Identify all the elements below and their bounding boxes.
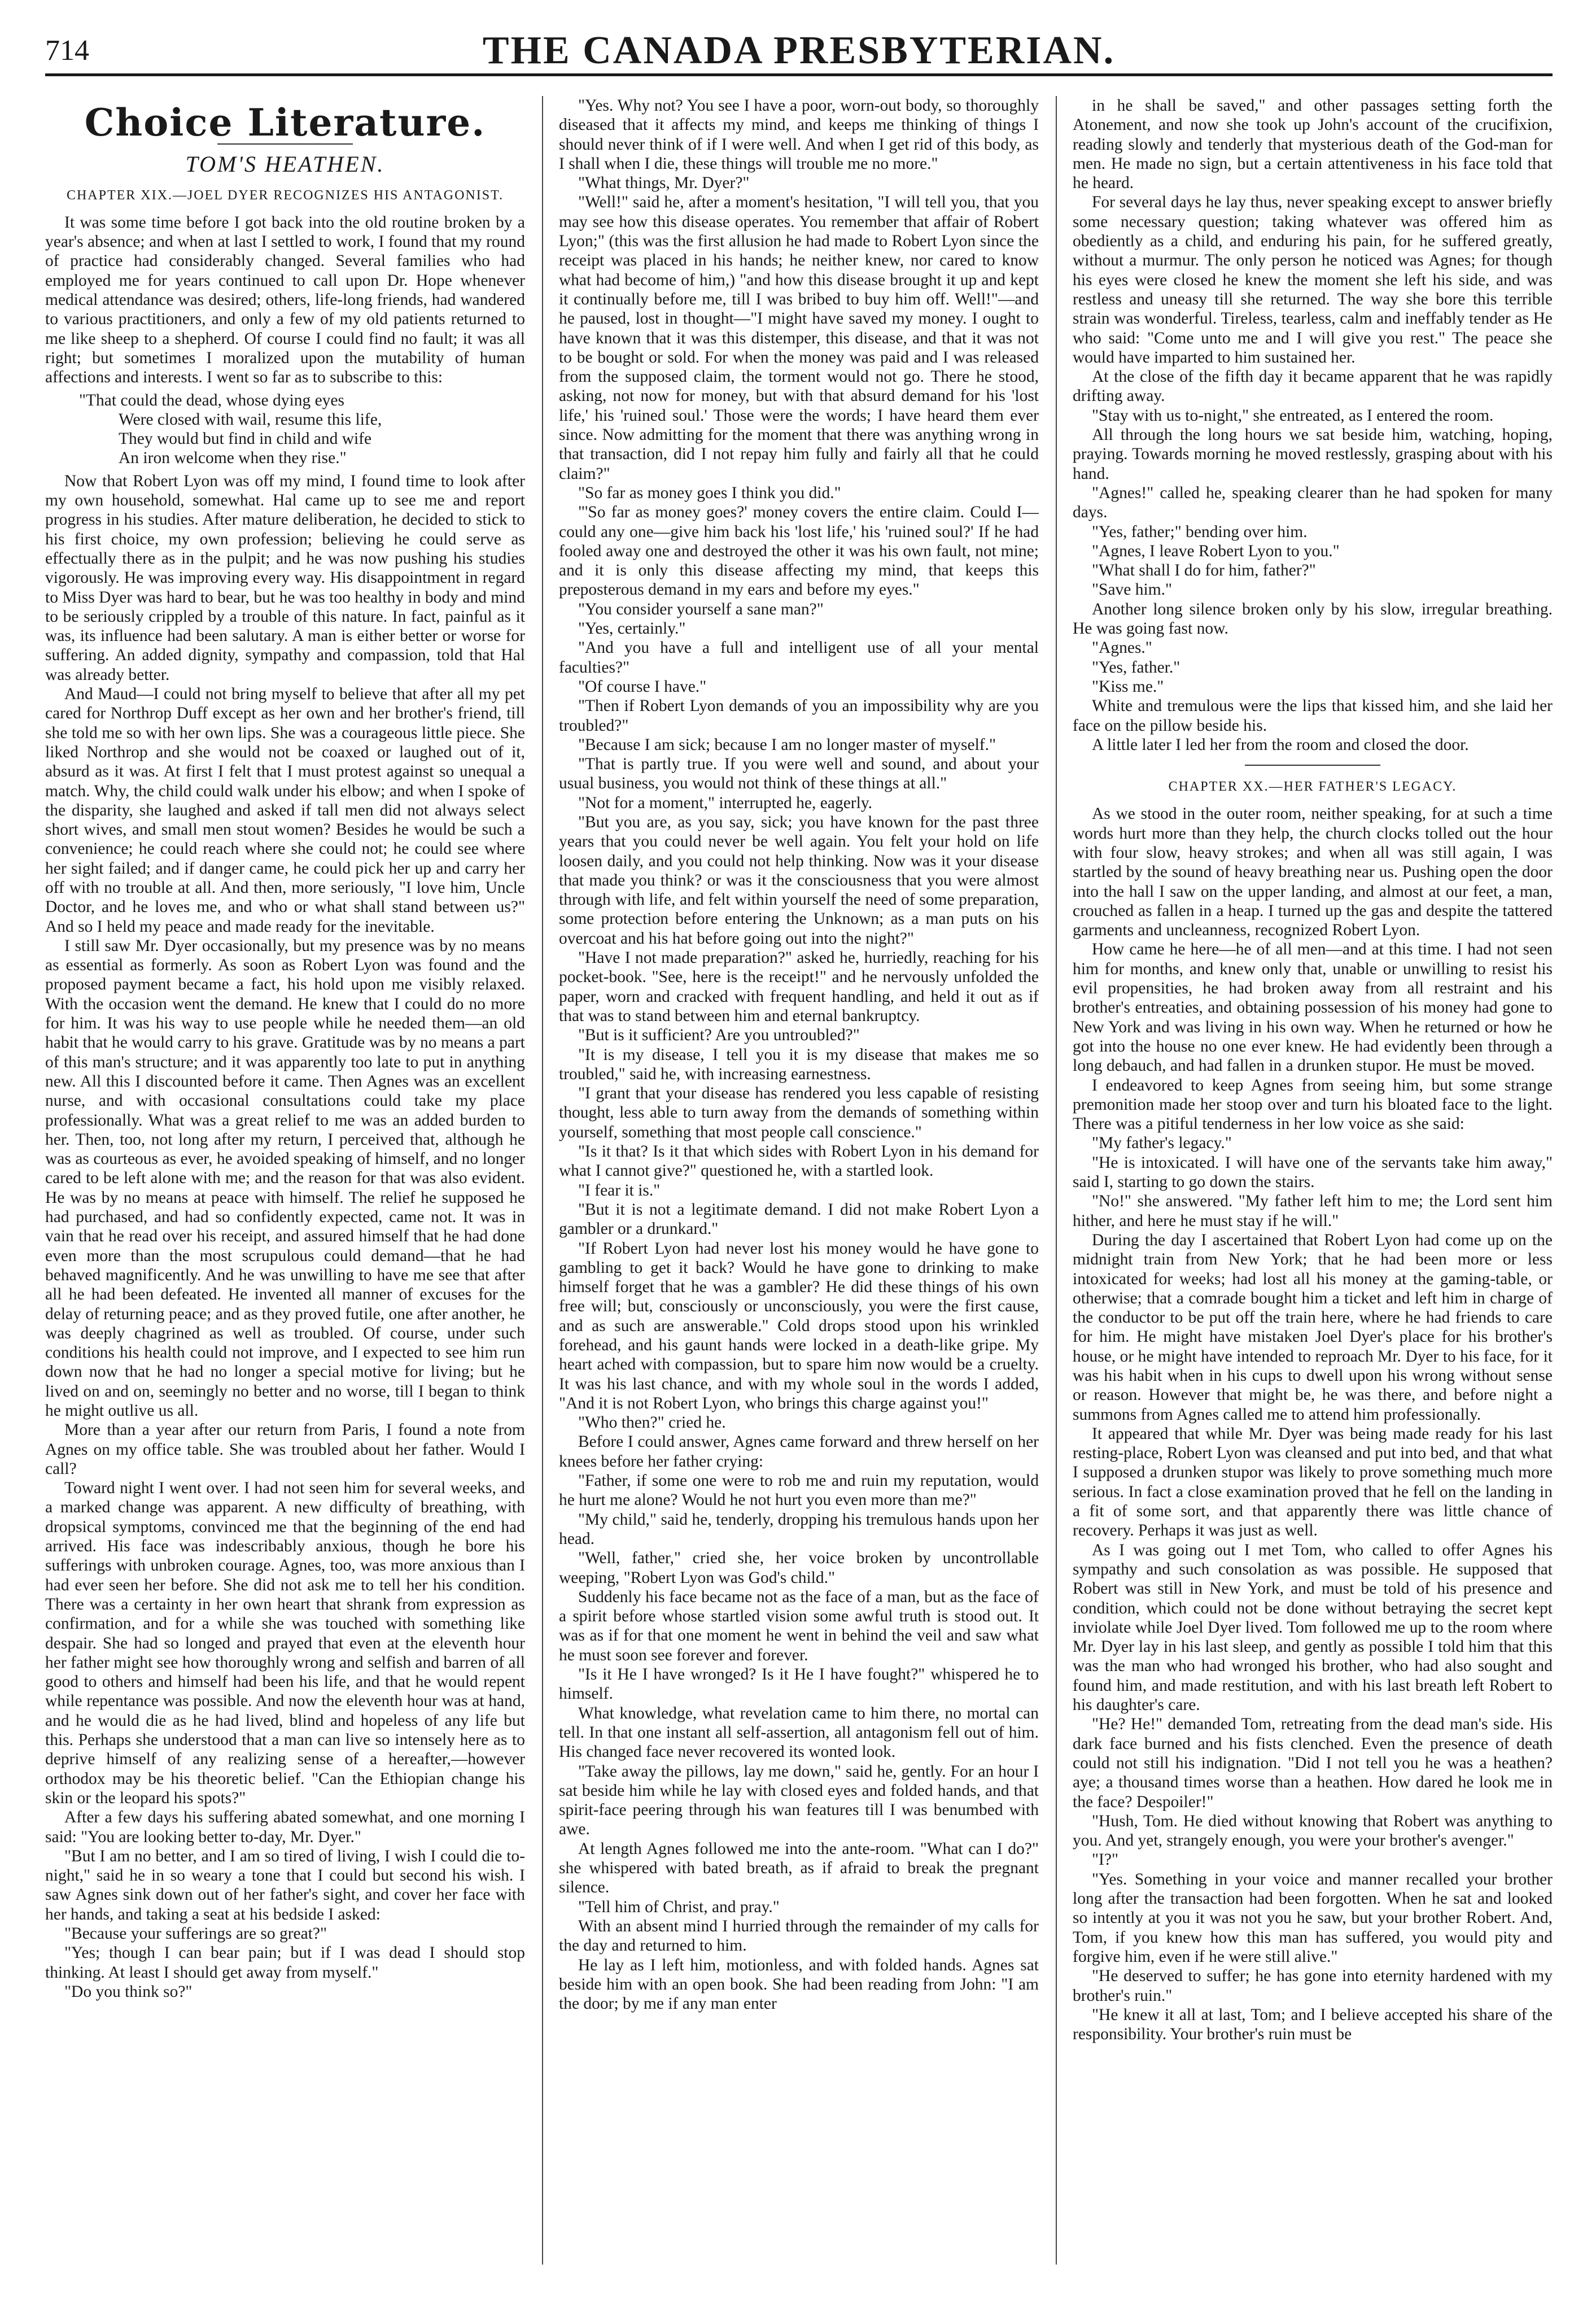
paragraph: "My child," said he, tenderly, dropping his tremulous hands upon her head. xyxy=(559,1510,1039,1548)
paragraph: For several days he lay thus, never speaking except to answer briefly some necessary question; taking whatever was offered him as obediently as a child, and enduring his pain, for he suffered greatly, without a murmur. The only person he noticed was Agnes; for though his eyes were closed he knew the moment she left his side, and was restless and uneasy till she returned. The way she bore this terrible strain was wonderful. Tireless, tearless, calm and ineffably tender as He who said: "Come unto me and I will give you rest." The peace she would have imparted to him sustained her. xyxy=(1073,193,1553,367)
paragraph: "And you have a full and intelligent use of all your mental faculties?" xyxy=(559,639,1039,677)
paragraph: How came he here—he of all men—and at this time. I had not seen him for months, and knew only that, unable or unwilling to resist his evil propensities, he had broken away from all restraint and his brother's entreaties, and obtaining possession of his money had gone to New York and was living in his own way. When he returned or how he got into the house no one ever knew. He had evidently been through a long debauch, and had fallen in a drunken stupor. He must be moved. xyxy=(1073,940,1553,1075)
chapter-heading: CHAPTER XIX.—JOEL DYER RECOGNIZES HIS ANTAGONIST. xyxy=(66,187,504,203)
paragraph: "He deserved to suffer; he has gone into eternity hardened with my brother's ruin." xyxy=(1073,1967,1553,2005)
paragraph: "He is intoxicated. I will have one of the servants take him away," said I, starting to go down the stairs. xyxy=(1073,1153,1553,1192)
paragraph: "Father, if some one were to rob me and ruin my reputation, would he hurt me alone? Would he not hurt you even more than me?" xyxy=(559,1472,1039,1510)
poem-line: They would but find in child and wife xyxy=(119,430,372,448)
paragraph: "Take away the pillows, lay me down," said he, gently. For an hour I sat beside him while he lay with closed eyes and folded hands, and that spirit-face peering through his wan features till I was benumbed with awe. xyxy=(559,1762,1039,1839)
paragraph: "Agnes!" called he, speaking clearer than he had spoken for many days. xyxy=(1073,483,1553,522)
paragraph: At the close of the fifth day it became apparent that he was rapidly drifting away. xyxy=(1073,368,1553,405)
paragraph: "Hush, Tom. He died without knowing that Robert was anything to you. And yet, strangely enough, you were your brother's avenger." xyxy=(1073,1812,1553,1850)
paragraph: "Then if Robert Lyon demands of you an impossibility why are you troubled?" xyxy=(559,697,1039,735)
poem-line: An iron welcome when they rise." xyxy=(119,449,347,468)
paragraph: "Well!" said he, after a moment's hesitation, "I will tell you, that you may see how this disease operates. You remember that affair of Robert Lyon;" (this was the first allusion he had made to Robert Lyon since the receipt was placed in his hands; he neither knew, nor cared to know what had become of him,) "and how this disease brought it up and kept it continually before me, till I was bribed to buy him off. Well!"—and he paused, lost in thought—"I might have saved my money. I ought to have known that it was this distemper, this disease, and that it was not to be bought or sold. For when the money was paid and I was released from the supposed claim, the torment would not go. There he stood, asking, not now for money, but with that absurd demand for his 'lost life,' his 'ruined soul.' Those were the words; I have heard them ever since. Now admitting for the moment that there was anything wrong in that transaction, did I not repay him fully and fairly all that he could claim?" xyxy=(559,193,1039,483)
paragraph: "Do you think so?" xyxy=(64,1982,193,2001)
paragraph: "That is partly true. If you were well and sound, and about your usual business, you would not think of these things at all." xyxy=(559,755,1039,793)
paragraph: "Agnes, I leave Robert Lyon to you." xyxy=(1092,542,1340,560)
paragraph: Another long silence broken only by his slow, irregular breathing. He was going fast now. xyxy=(1073,600,1553,638)
paragraph: "Kiss me." xyxy=(1092,677,1164,696)
paragraph: "But it is not a legitimate demand. I did not make Robert Lyon a gambler or a drunkard." xyxy=(559,1200,1039,1238)
paragraph: "Yes, father." xyxy=(1092,658,1180,677)
paragraph: "Who then?" cried he. xyxy=(578,1414,726,1432)
paragraph: Before I could answer, Agnes came forward and threw herself on her knees before her father crying: xyxy=(559,1433,1039,1471)
paragraph: "Yes, father;" bending over him. xyxy=(1092,522,1308,541)
paragraph: "Not for a moment," interrupted he, eagerly. xyxy=(578,793,873,812)
paragraph: "I?" xyxy=(1092,1851,1119,1869)
divider xyxy=(1245,765,1380,766)
paragraph: White and tremulous were the lips that kissed him, and she laid her face on the pillow beside his. xyxy=(1073,697,1553,735)
paragraph: "He? He!" demanded Tom, retreating from the dead man's side. His dark face burned and his fists clenched. Even the presence of death could not still his indignation. "Did I not tell you he was a heathen? aye; a thousand times worse than a heathen. How dared he look me in the face? Despoiler!" xyxy=(1073,1715,1553,1811)
paragraph: "'So far as money goes?' money covers the entire claim. Could I—could any one—give him back his 'lost life,' his 'ruined soul?' If he had fooled away one and destroyed the other it was his own fault, not mine; and it is only this disease affecting my mind, that keeps this preposterous demand in my ears and before my eyes." xyxy=(559,503,1039,599)
paragraph: "What shall I do for him, father?" xyxy=(1092,561,1316,580)
paragraph: "Yes. Why not? You see I have a poor, worn-out body, so thoroughly diseased that it affects my mind, and keeps me thinking of things I should never think of if I were well. And when I get rid of this body, as I shall when I die, these things will trouble me no more." xyxy=(559,97,1039,173)
paragraph: A little later I led her from the room and closed the door. xyxy=(1092,735,1469,754)
paragraph: "Is it He I have wronged? Is it He I have fought?" whispered he to himself. xyxy=(559,1665,1039,1703)
paragraph: "Of course I have." xyxy=(578,677,707,696)
paragraph: "But is it sufficient? Are you untroubled?" xyxy=(578,1026,860,1045)
page-number: 714 xyxy=(45,34,89,67)
paragraph: As I was going out I met Tom, who called to offer Agnes his sympathy and such consolation as was possible. He supposed that Robert was still in New York, and must be told of his presence and condition, which could not be done without betraying the secret kept inviolate while Joel Dyer lived. Tom followed me up to the room where Mr. Dyer lay in his last sleep, and gently as possible I told him that this was the man who had wronged his brother, who had also sought and found him, and made restitution, and with his last breath left Robert to his daughter's care. xyxy=(1073,1541,1553,1715)
paragraph: "It is my disease, I tell you it is my disease that makes me so troubled," said he, with increasing earnestness. xyxy=(559,1045,1039,1083)
paragraph: Toward night I went over. I had not seen him for several weeks, and a marked change was apparent. A new difficulty of breathing, with dropsical symptoms, convinced me that the beginning of the end had arrived. His face was indescribably anxious, though he bore his sufferings with unbroken courage. Agnes, too, was more anxious than I had ever seen her before. She did not ask me to tell her his condition. There was a certainty in her own heart that shrank from expression as confirmation, and for a while she was touched with something like despair. She had so longed and prayed that even at the eleventh hour her father might see how thoroughly wrong and selfish and barren of all good to others and himself had been his life, and that he would repent while repentance was possible. And now the eleventh hour was at hand, and he would die as he had lived, blind and hopeless of any life but this. Perhaps she understood that a man can live so intensely here as to deprive himself of any realizing sense of a hereafter,—however orthodox may be his theoretic belief. "Can the Ethiopian change his skin or the leopard his spots?" xyxy=(45,1479,525,1807)
paragraph: Suddenly his face became not as the face of a man, but as the face of a spirit before whose startled vision some awful truth is stood out. It was as if for that one moment he went in behind the veil and saw what he must soon see forever and forever. xyxy=(559,1587,1039,1664)
page-header xyxy=(45,28,1553,76)
paragraph: What knowledge, what revelation came to him there, no mortal can tell. In that one instant all self-assertion, all antagonism fell out of him. His changed face never recovered its wonted look. xyxy=(559,1704,1039,1761)
paragraph: "I fear it is." xyxy=(578,1181,661,1199)
chapter-heading: CHAPTER XX.—HER FATHER'S LEGACY. xyxy=(1168,779,1457,795)
paragraph: More than a year after our return from Paris, I found a note from Agnes on my office table. She was troubled about her father. Would I call? xyxy=(45,1421,525,1478)
poem-line: Were closed with wail, resume this life, xyxy=(119,410,382,429)
paragraph: "If Robert Lyon had never lost his money would he have gone to gambling to get it back? Would he have gone to drinking to make himself forget that he was a gambler? He did these things of his own free will; but, consciously or unconsciously, you were the first cause, and as such are answerable." Cold drops stood upon his wrinkled forehead, and his gaunt hands were locked in a death-like gripe. My heart ached with compassion, but to spare him now would be a cruelty. It was his last chance, and with my whole soul in the words I added, "And it is not Robert Lyon, who brings this charge against you!" xyxy=(559,1239,1039,1412)
paragraph: "No!" she answered. "My father left him to me; the Lord sent him hither, and here he must stay if he will." xyxy=(1073,1192,1553,1230)
paragraph: "What things, Mr. Dyer?" xyxy=(578,174,750,193)
paragraph: During the day I ascertained that Robert Lyon had come up on the midnight train from New York; that he had been more or less intoxicated for weeks; had lost all his money at the gaming-table, or otherwise; that a comrade bought him a ticket and left him in charge of the conductor to be put off the train here, where he had friends to care for him. He might have mistaken Joel Dyer's place for his brother's house, or he might have intended to reproach Mr. Dyer to his face, for it was his habit when in his cups to dwell upon his wrong without sense or reason. However that might be, he was there, and before night a summons from Agnes called me to attend him professionally. xyxy=(1073,1231,1553,1424)
paragraph: I endeavored to keep Agnes from seeing him, but some strange premonition made her stoop over and turn his bloated face to the light. There was a pitiful tenderness in her low voice as she said: xyxy=(1073,1076,1553,1133)
column-2 xyxy=(559,96,1039,2265)
newspaper-page xyxy=(45,28,1553,2276)
paragraph: "Yes, certainly." xyxy=(578,620,686,638)
paragraph: All through the long hours we sat beside him, watching, hoping, praying. Towards morning he moved restlessly, grasping about with his hand. xyxy=(1073,426,1553,483)
poem-line: "That could the dead, whose dying eyes xyxy=(79,391,344,409)
paragraph: "Is it that? Is it that which sides with Robert Lyon in his demand for what I cannot give?" questioned he, with a startled look. xyxy=(559,1142,1039,1180)
paragraph: "Because your sufferings are so great?" xyxy=(64,1925,327,1943)
paragraph: "Tell him of Christ, and pray." xyxy=(578,1897,780,1916)
paragraph: in he shall be saved," and other passages setting forth the Atonement, and now she took up John's account of the crucifixion, reading slowly and tenderly that mysterious death of the God-man for men. He made no sign, but a certain attentiveness in his face told that he heard. xyxy=(1073,97,1553,193)
paragraph: "Save him." xyxy=(1092,581,1173,599)
paragraph: "But you are, as you say, sick; you have known for the past three years that you could never be well again. You felt your hold on life loosen daily, and you could not help thinking. Now was it your disease that made you think? or was it the consciousness that you were almost through with life, and felt within yourself the need of some preparation, some protection before entering the Unknown; as a man puts on his overcoat and his hat before going out into the night?" xyxy=(559,813,1039,948)
paragraph: "Yes. Something in your voice and manner recalled your brother long after the transaction had been forgotten. When he sat and looked so intently at you it was not you he saw, but your brother Robert. And, Tom, if you knew how this man has suffered, you would pity and forgive him, even if he were still alive." xyxy=(1073,1870,1553,1966)
poem-quote xyxy=(79,391,525,468)
paragraph: At length Agnes followed me into the ante-room. "What can I do?" she whispered with bated breath, as if afraid to break the pregnant silence. xyxy=(559,1839,1039,1897)
journal-title: THE CANADA PRESBYTERIAN. xyxy=(482,29,1116,72)
column-3 xyxy=(1073,96,1553,2265)
paragraph: "I grant that your disease has rendered you less capable of resisting thought, less able to turn away from the demands of something within yourself, something that most people call conscience." xyxy=(559,1084,1039,1141)
paragraph: "My father's legacy." xyxy=(1092,1134,1232,1153)
paragraph: "Well, father," cried she, her voice broken by uncontrollable weeping, "Robert Lyon was God's child." xyxy=(559,1549,1039,1587)
paragraph: He lay as I left him, motionless, and with folded hands. Agnes sat beside him with an open book. She had been reading from John: "I am the door; by me if any man enter xyxy=(559,1956,1039,2013)
paragraph: It appeared that while Mr. Dyer was being made ready for his last resting-place, Robert Lyon was cleansed and put into bed, and that what I supposed a drunken stupor was likely to prove something much more serious. In fact a close examination proved that he fell on the landing in a fit of some sort, and that apparently there was little chance of recovery. Perhaps it was just as well. xyxy=(1073,1424,1553,1540)
paragraph: "Agnes." xyxy=(1092,639,1152,657)
paragraph: After a few days his suffering abated somewhat, and one morning I said: "You are looking better to-day, Mr. Dyer." xyxy=(45,1808,525,1846)
paragraph: Now that Robert Lyon was off my mind, I found time to look after my own household, somewhat. Hal came up to see me and report progress in his studies. After mature deliberation, he decided to stick to his first choice, my own profession; believing he could serve as effectually there as in the pulpit; and he was now pushing his studies vigorously. He was improving every way. His disappointment in regard to Miss Dyer was hard to bear, but he was too healthy in body and mind to be seriously crippled by a trouble of this nature. In fact, painful as it was, its influence had been salutary. A man is either better or worse for suffering. An added dignity, sympathy and compassion, told that Hal was already better. xyxy=(45,472,525,684)
paragraph: "Because I am sick; because I am no longer master of myself." xyxy=(578,735,996,754)
paragraph: "You consider yourself a sane man?" xyxy=(578,600,824,618)
column-rule xyxy=(542,96,543,2265)
paragraph: "Yes; though I can bear pain; but if I was dead I should stop thinking. At least I should get away from myself." xyxy=(45,1944,525,1982)
story-title: TOM'S HEATHEN. xyxy=(185,151,385,177)
paragraph: "Have I not made preparation?" asked he, hurriedly, reaching for his pocket-book. "See, here is the receipt!" and he nervously unfolded the paper, worn and cracked with frequent handling, and held it out as if that was to stand between him and eternal bankruptcy. xyxy=(559,949,1039,1025)
paragraph: And Maud—I could not bring myself to believe that after all my pet cared for Northrop Duff except as her own and her brother's friend, till she told me so with her own lips. She was a courageous little piece. She liked Northrop and she would not be coaxed or laughed out of it, absurd as it was. At first I felt that I must protest against so unequal a match. Why, the child could walk under his elbow; and when I spoke of the disparity, she laughed and asked if tall men did not always select short wives, and small men stout women? Besides he would be such a convenience; he could reach where she could not; he could see where her sight failed; and if danger came, he could pick her up and carry her off with no trouble at all. And then, more seriously, "I love him, Uncle Doctor, and he loves me, and who or what shall stand between us?" And so I held my peace and made ready for the inevitable. xyxy=(45,685,525,936)
column-1 xyxy=(45,96,525,2265)
section-title: Choice Literature. xyxy=(84,101,486,145)
paragraph: "He knew it all at last, Tom; and I believe accepted his share of the responsibility. Your brother's ruin must be xyxy=(1073,2005,1553,2044)
paragraph: As we stood in the outer room, neither speaking, for at such a time words hurt more than they help, the church clocks tolled out the hour with four slow, heavy strokes; and when all was still again, I was startled by the sound of heavy breathing near us. Pushing open the door into the hall I saw on the upper landing, and almost at our feet, a man, crouched as fallen in a heap. I turned up the gas and despite the tattered garments and uncleanness, recognized Robert Lyon. xyxy=(1073,805,1553,940)
column-rule xyxy=(1056,96,1057,2265)
paragraph: "But I am no better, and I am so tired of living, I wish I could die to-night," said he in so weary a tone that I could but second his wish. I saw Agnes sink down out of her father's sight, and cover her face with her hands, and taking a seat at his bedside I asked: xyxy=(45,1847,525,1923)
paragraph: It was some time before I got back into the old routine broken by a year's absence; and when at last I settled to work, I found that my round of practice had considerably changed. Several families who had employed me for years continued to call upon Dr. Hope whenever medical attendance was desired; others, life-long friends, had wandered to various practitioners, and only a few of my old patients returned to me like sheep to a shepherd. Of course I could find no fault; it was all right; but sometimes I moralized upon the mutability of human affections and interests. I went so far as to subscribe to this: xyxy=(45,213,525,387)
paragraph: I still saw Mr. Dyer occasionally, but my presence was by no means as essential as formerly. As soon as Robert Lyon was found and the proposed payment became a fact, his hold upon me visibly relaxed. With the occasion went the demand. He knew that I could do no more for him. It was his way to use people while he needed them—an old habit that he would carry to his grave. Gratitude was by no means a part of this man's structure; and it was apparently too late to put in anything new. All this I discounted before it came. Then Agnes was an excellent nurse, and with occasional consultations could take my place professionally. What was a great relief to me was an added burden to her. Then, too, not long after my return, I perceived that, although he was as courteous as ever, he avoided speaking of himself, and no longer cared to be left alone with me; and the reason for that was also evident. He was by no means at peace with himself. The relief he supposed he had purchased, and had so confidently expected, came not. It was in vain that he read over his receipt, and assured himself that he had done even more than the most scrupulous could demand—that he had behaved magnificently. And he was unwilling to have me see that after all he had been defeated. He invented all manner of excuses for the delay of returning peace; and as they proved futile, one after another, he was deeply chagrined as well as troubled. Of course, under such conditions his health could not improve, and I expected to see him run down now that he had no longer a special motive for living; but he lived on and on, seemingly no better and no worse, till I began to think he might outlive us all. xyxy=(45,936,525,1420)
paragraph: "So far as money goes I think you did." xyxy=(578,483,841,502)
paragraph: "Stay with us to-night," she entreated, as I entered the room. xyxy=(1092,406,1494,425)
paragraph: With an absent mind I hurried through the remainder of my calls for the day and returned to him. xyxy=(559,1917,1039,1955)
